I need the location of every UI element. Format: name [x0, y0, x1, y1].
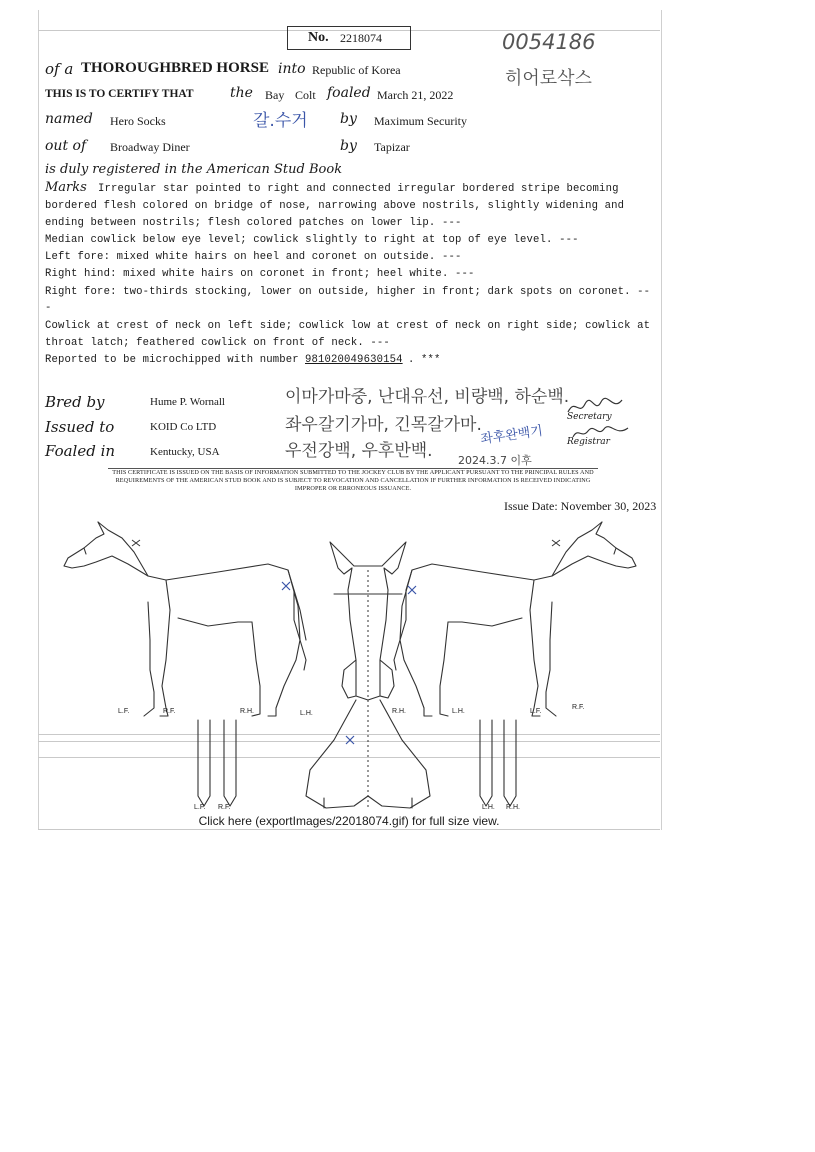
- into-label: into: [278, 61, 306, 77]
- secretary-label: Secretary: [567, 412, 612, 422]
- horse-color: Bay: [265, 88, 285, 102]
- foaled-in-label: Foaled in: [45, 442, 116, 460]
- hind-legs-diagram: [480, 720, 516, 806]
- handwritten-number: 0054186: [502, 30, 596, 54]
- marks-line: Right hind: mixed white hairs on coronet in front; heel white. ---: [45, 268, 475, 280]
- leg-label: L.F.: [118, 708, 130, 715]
- certify-text: THIS IS TO CERTIFY THAT: [45, 88, 194, 100]
- marks-line: Cowlick at crest of neck on left side; cowlick low at crest of neck on right side; cowlick at: [45, 320, 651, 332]
- foaled-date: March 21, 2022: [377, 88, 454, 102]
- certificate-number-box: [287, 26, 411, 50]
- front-legs-diagram: [198, 720, 236, 806]
- horse-marking-diagram: [38, 510, 660, 820]
- handwritten-date-note: 2024.3.7 이후: [458, 454, 532, 467]
- marks-line: bordered flesh colored on bridge of nose, narrowing above nostrils, slightly widening and: [45, 200, 625, 212]
- by-label-dam-sire: by: [340, 138, 357, 154]
- leg-label: R.H.: [506, 804, 520, 811]
- leg-label: R.H.: [240, 708, 254, 715]
- leg-label: L.H.: [300, 710, 313, 717]
- leg-label: R.F.: [163, 708, 176, 715]
- leg-label: L.F.: [194, 804, 206, 811]
- issued-to-value: KOID Co LTD: [150, 421, 217, 433]
- left-side-horse-outline: [64, 522, 306, 716]
- bred-by-value: Hume P. Wornall: [150, 396, 225, 408]
- marks-line: Right fore: two-thirds stocking, lower on outside, higher in front; dark spots on coronet. --: [45, 286, 651, 298]
- named-label: named: [45, 111, 93, 127]
- foaled-in-value: Kentucky, USA: [150, 446, 220, 458]
- bred-by-label: Bred by: [45, 393, 105, 411]
- handwritten-note-1: 이마가마중, 난대유선, 비량백, 하순백.: [285, 387, 570, 407]
- marks-line: Left fore: mixed white hairs on heel and coronet on outside. ---: [45, 251, 462, 263]
- of-a-label: of a: [45, 60, 74, 78]
- microchip-suffix: . ***: [408, 354, 441, 366]
- bottom-rule: [38, 829, 660, 830]
- handwritten-korean-name: 히어로삭스: [505, 68, 592, 89]
- marks-line: throat latch; feathered cowlick on front of neck. ---: [45, 337, 390, 349]
- horse-name: Hero Socks: [110, 114, 166, 128]
- leg-label: R.F.: [572, 704, 585, 711]
- by-label-sire: by: [340, 111, 357, 127]
- breed: THOROUGHBRED HORSE: [81, 60, 269, 76]
- certificate-number: 2218074: [340, 31, 382, 45]
- dam-sire: Tapizar: [374, 140, 410, 154]
- issued-to-label: Issued to: [45, 418, 115, 436]
- microchip-prefix: Reported to be microchipped with number: [45, 354, 299, 366]
- whorl-marks: [132, 540, 560, 810]
- leg-label: R.F.: [218, 804, 231, 811]
- dam: Broadway Diner: [110, 140, 190, 154]
- registered-line: is duly registered in the American Stud Book: [45, 162, 343, 177]
- marks-label: Marks: [45, 180, 87, 195]
- handwritten-note-2: 좌우갈기가마, 긴목갈가마.: [285, 415, 482, 435]
- leg-label: L.H.: [452, 708, 465, 715]
- microchip-number: 981020049630154: [305, 354, 403, 366]
- sire: Maximum Security: [374, 114, 467, 128]
- leg-label: L.F.: [530, 708, 542, 715]
- handwritten-name-note: 갈.수거: [253, 111, 308, 131]
- out-of-label: out of: [45, 138, 87, 154]
- issue-date: Issue Date: November 30, 2023: [504, 499, 657, 513]
- horse-sex: Colt: [295, 88, 316, 102]
- the-label: the: [230, 85, 253, 101]
- leg-label: R.H.: [392, 708, 406, 715]
- number-label: No.: [308, 30, 329, 45]
- marks-line: Irregular star pointed to right and connected irregular bordered stripe becoming: [98, 183, 619, 195]
- marks-line: Median cowlick below eye level; cowlick slightly to right at top of eye level. ---: [45, 234, 579, 246]
- country: Republic of Korea: [312, 63, 401, 77]
- registrar-label: Registrar: [567, 437, 610, 447]
- disclaimer-text: THIS CERTIFICATE IS ISSUED ON THE BASIS OF INFORMATION SUBMITTED TO THE JOCKEY CLUB BY THE APPLICANT PURSUANT TO THE PRINCIPAL RULES AND REQUIREMENTS OF THE AMERICAN STUD BOOK AND IS SUBJECT TO REVOCATION AND CANCELLATION IF FURTHER INFORMATION IS RECEIVED INDICATING IMPROPER OR ERRONEOUS ISSUANCE.: [112, 469, 594, 492]
- handwritten-note-3: 우전강백, 우후반백.: [285, 441, 433, 461]
- foaled-label: foaled: [327, 85, 371, 101]
- handwritten-correction: 좌후완백기: [479, 423, 544, 448]
- marks-line: -: [45, 302, 52, 314]
- marks-line: ending between nostrils; flesh colored patches on lower lip. ---: [45, 217, 462, 229]
- right-side-horse-outline: [394, 522, 636, 716]
- leg-label: L.H.: [482, 804, 495, 811]
- full-size-view-link[interactable]: Click here (exportImages/22018074.gif) for full size view.: [198, 814, 500, 828]
